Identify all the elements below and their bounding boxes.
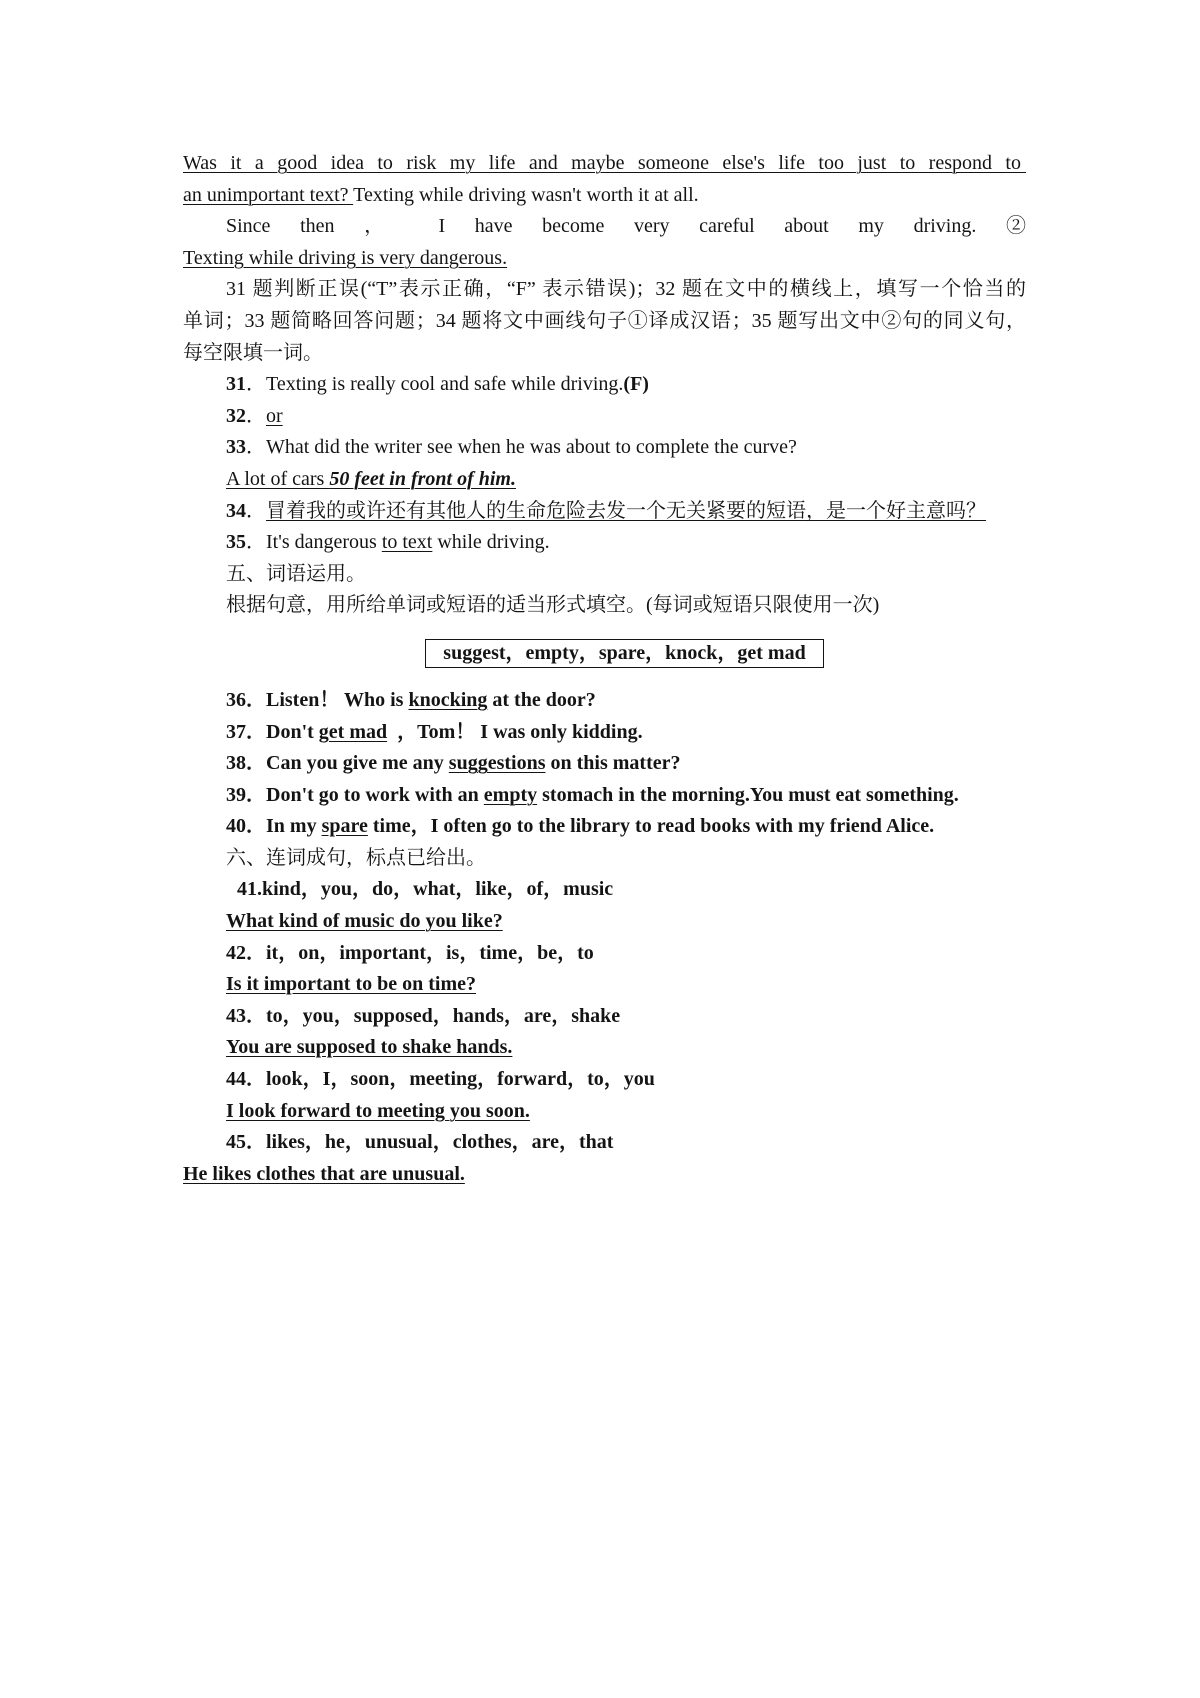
passage-line-3	[183, 211, 1026, 243]
section-5-instruction: 根据句意，用所给单词或短语的适当形式填空。(每词或短语只限使用一次)	[226, 594, 880, 617]
question-36	[183, 685, 1026, 717]
answer-42	[183, 969, 1026, 1001]
answer-43	[183, 1032, 1026, 1064]
instructions-line-1	[183, 274, 1026, 306]
answer-45	[183, 1159, 1026, 1191]
separator: ．	[246, 815, 266, 838]
question-37	[183, 717, 1026, 749]
instructions-text: 每空限填一词。	[183, 341, 323, 364]
question-text: In my	[266, 815, 322, 838]
passage-line-2	[183, 180, 1026, 212]
word-list: look，I，soon，meeting，forward，to，you	[266, 1068, 655, 1091]
word-list: to，you，supposed，hands，are，shake	[266, 1004, 621, 1027]
separator: ．	[246, 1068, 266, 1091]
answer: knocking	[408, 688, 488, 711]
question-41	[183, 874, 1026, 906]
separator: ．	[246, 752, 266, 775]
question-35	[183, 527, 1026, 559]
underlined-sentence-2: Texting while driving is very dangerous.	[183, 246, 508, 269]
underlined-sentence-1-end: an unimportant text?	[183, 183, 354, 206]
answer: Is it important to be on time?	[226, 973, 476, 996]
question-number: 40	[226, 815, 246, 838]
separator: ．	[246, 941, 266, 964]
question-text: Don't go to work with an	[266, 783, 484, 806]
question-number: 45	[226, 1131, 246, 1154]
question-text: on this matter?	[545, 752, 681, 775]
question-44	[183, 1064, 1026, 1096]
question-text: Can you give me any	[266, 752, 449, 775]
answer-44	[183, 1096, 1026, 1128]
answer: 冒着我的或许还有其他人的生命危险去发一个无关紧要的短语，是一个好主意吗？	[266, 499, 986, 522]
question-38	[183, 748, 1026, 780]
question-number: 36	[226, 688, 246, 711]
separator: ．	[246, 499, 266, 522]
underlined-sentence-1: Was it a good idea to risk my life and maybe someone else's life too just to respond to	[183, 152, 1026, 174]
word-list: it，on，important，is，time，be，to	[266, 941, 594, 964]
question-number: 33	[226, 436, 246, 459]
question-text: Listen！ Who is	[266, 688, 409, 711]
passage-line-1	[183, 148, 1026, 180]
word-list: likes，he，unusual，clothes，are，that	[266, 1131, 614, 1154]
question-text: stomach in the morning.You must eat something.	[537, 783, 959, 806]
question-number: 44	[226, 1068, 246, 1091]
separator: ．	[246, 531, 266, 554]
section-5-title: 五、词语运用。	[226, 562, 366, 585]
instructions-text: 单词；33 题简略回答问题；34 题将文中画线句子①译成汉语；35 题写出文中②句的同义句，	[183, 309, 1026, 332]
instructions-line-2	[183, 306, 1026, 338]
question-31	[183, 369, 1026, 401]
answer: What kind of music do you like?	[226, 910, 503, 933]
question-number: 39	[226, 783, 246, 806]
answer: or	[266, 404, 283, 427]
separator: ．	[246, 783, 266, 806]
answer: He likes clothes that are unusual.	[183, 1162, 465, 1185]
answer-emphasis: 50 feet in front of him.	[329, 467, 516, 490]
question-number: 31	[226, 373, 246, 396]
separator: ．	[246, 1004, 266, 1027]
passage-line-4	[183, 243, 1026, 275]
question-33	[183, 432, 1026, 464]
section-6-title: 六、连词成句，标点已给出。	[226, 846, 486, 869]
passage-text: Texting while driving wasn't worth it at all.	[353, 183, 699, 206]
word-box: suggest，empty，spare，knock，get mad	[425, 639, 824, 668]
question-number: 37	[226, 720, 246, 743]
question-text: Don't	[266, 720, 319, 743]
document-page	[183, 148, 1026, 1190]
separator: .	[257, 878, 262, 901]
answer: get mad	[318, 720, 388, 743]
question-number: 43	[226, 1004, 246, 1027]
question-42	[183, 938, 1026, 970]
separator: ．	[246, 688, 266, 711]
question-text: ，Tom！ I was only kidding.	[387, 720, 643, 743]
word-box-row	[183, 622, 1026, 685]
question-text: It's dangerous	[266, 531, 382, 554]
answer: You are supposed to shake hands.	[226, 1036, 513, 1059]
instructions-text: 31 题判断正误(“T”表示正确，“F” 表示错误)；32 题在文中的横线上，填写一个恰当的	[226, 278, 1026, 301]
question-number: 35	[226, 531, 246, 554]
answer-33	[183, 464, 1026, 496]
answer: empty	[483, 783, 538, 806]
question-number: 32	[226, 404, 246, 427]
question-45	[183, 1127, 1026, 1159]
answer: to text	[381, 531, 433, 554]
answer: suggestions	[448, 752, 546, 775]
answer: spare	[321, 815, 368, 838]
question-number: 41	[237, 878, 257, 901]
passage-text: Since then ， I have become very careful about my driving. ②	[226, 215, 1026, 238]
instructions-line-3	[183, 338, 1026, 370]
separator: ．	[246, 436, 266, 459]
question-34	[183, 496, 1026, 528]
answer: (F)	[623, 373, 649, 396]
answer-41	[183, 906, 1026, 938]
question-text: What did the writer see when he was about to complete the curve?	[266, 436, 797, 459]
question-text: Texting is really cool and safe while driving.	[266, 373, 624, 396]
question-39	[183, 780, 1026, 812]
question-number: 38	[226, 752, 246, 775]
question-number: 34	[226, 499, 246, 522]
separator: ．	[246, 1131, 266, 1154]
answer: I look forward to meeting you soon.	[226, 1099, 530, 1122]
question-40	[183, 811, 1026, 843]
separator: ．	[246, 404, 266, 427]
answer: A lot of cars	[226, 467, 330, 490]
question-text: while driving.	[432, 531, 550, 554]
separator: ．	[246, 373, 266, 396]
word-list: kind，you，do，what，like，of，music	[262, 878, 614, 901]
question-32	[183, 401, 1026, 433]
question-text: at the door?	[487, 688, 596, 711]
question-text: time，I often go to the library to read books with my friend Alice.	[367, 815, 935, 838]
question-number: 42	[226, 941, 246, 964]
question-43	[183, 1001, 1026, 1033]
separator: ．	[246, 720, 266, 743]
